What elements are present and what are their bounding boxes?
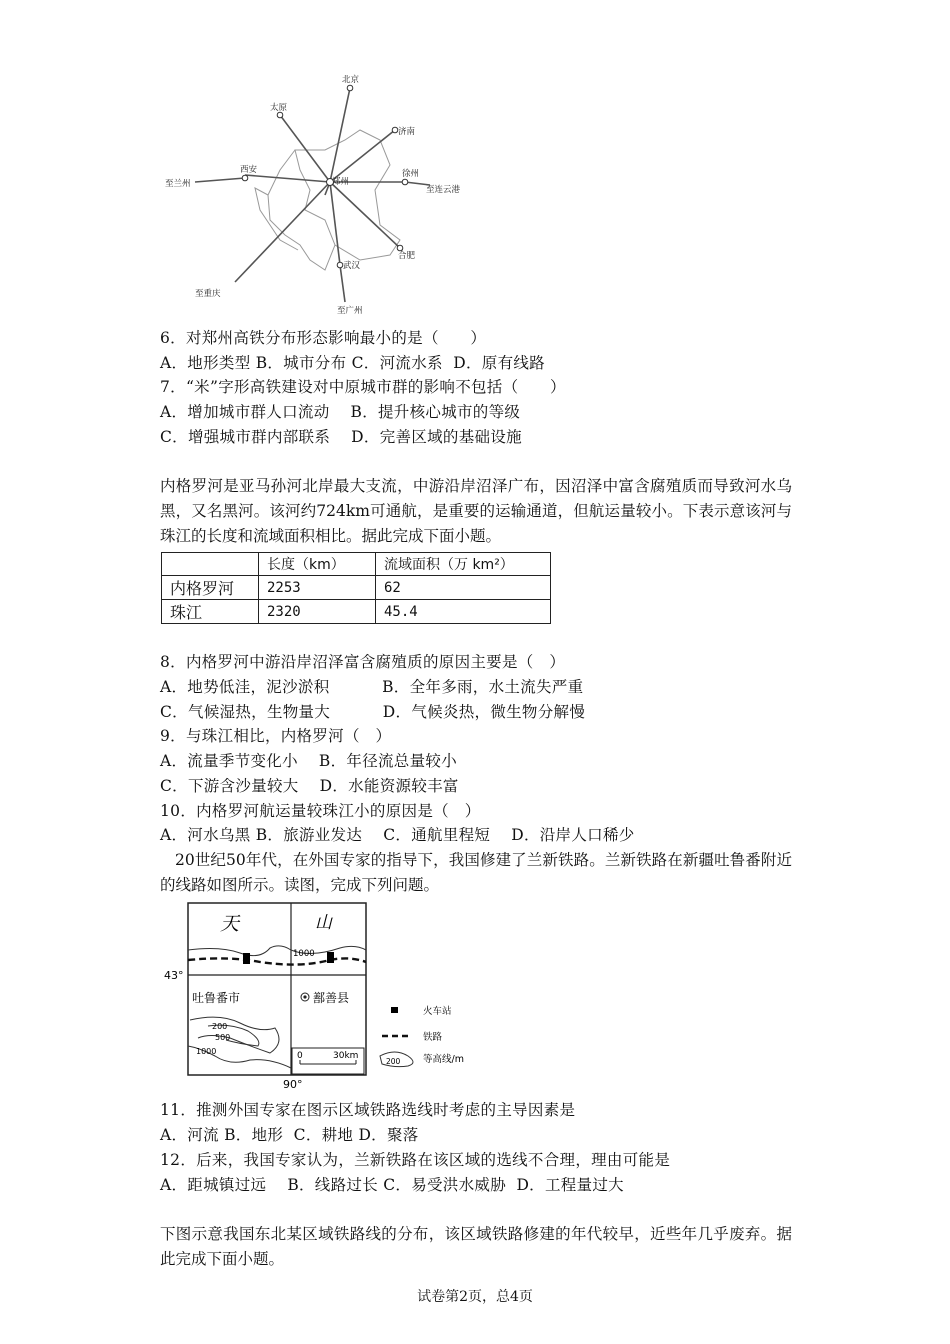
passage-lanxin-railway: 20世纪50年代，在外国专家的指导下，我国修建了兰新铁路。兰新铁路在新疆吐鲁番附近的线路如图所示。读图，完成下列问题。 <box>160 851 792 894</box>
table-cell: 珠江 <box>162 600 259 624</box>
table-row <box>162 600 551 624</box>
city-label: 至广州 <box>337 306 363 316</box>
contour-label: 200 <box>212 1022 228 1031</box>
question-6-options: A．地形类型 B．城市分布 C．河流水系 D．原有线路 <box>160 354 545 372</box>
question-7-options-2: C．增强城市群内部联系 D．完善区域的基础设施 <box>160 428 522 446</box>
city-label: 至重庆 <box>195 289 221 299</box>
table-cell: 45.4 <box>376 600 551 624</box>
legend-contour-value: 200 <box>386 1057 401 1066</box>
question-8-options-1: A．地势低洼，泥沙淤积 B．全年多雨，水土流失严重 <box>160 678 584 696</box>
table-cell: 2320 <box>259 600 376 624</box>
table-header-cell: 长度（km） <box>259 553 376 576</box>
table-cell: 62 <box>376 576 551 600</box>
question-11: 11．推测外国专家在图示区域铁路选线时考虑的主导因素是 <box>160 1101 576 1119</box>
scale-label: 30km <box>333 1051 359 1061</box>
city-label: 西安 <box>240 165 258 175</box>
question-9: 9．与珠江相比，内格罗河（ ） <box>160 727 392 745</box>
question-7-options-1: A．增加城市群人口流动 B．提升核心城市的等级 <box>160 403 521 421</box>
zhengzhou-rail-map <box>150 70 480 320</box>
city-label: 武汉 <box>343 261 361 271</box>
table-cell: 2253 <box>259 576 376 600</box>
passage-northeast-railway: 下图示意我国东北某区域铁路线的分布，该区域铁路修建的年代较早，近些年几乎废弃。据此完成下面小题。 <box>160 1225 792 1268</box>
latitude-label: 43° <box>164 969 184 982</box>
longitude-label: 90° <box>283 1078 303 1090</box>
city-label: 郑州 <box>332 177 350 187</box>
city-label-turpan: 吐鲁番市 <box>192 991 241 1005</box>
table-cell <box>162 553 259 576</box>
city-label: 济南 <box>398 127 416 137</box>
table-header-row <box>162 553 551 576</box>
legend-railway: 铁路 <box>423 1032 443 1043</box>
city-label: 太原 <box>270 103 288 113</box>
contour-label: 1000 <box>196 1047 217 1056</box>
question-12-options: A．距城镇过远 B．线路过长 C．易受洪水威胁 D．工程量过大 <box>160 1176 624 1194</box>
question-10: 10．内格罗河航运量较珠江小的原因是（ ） <box>160 802 481 820</box>
question-10-options: A．河水乌黑 B．旅游业发达 C．通航里程短 D．沿岸人口稀少 <box>160 826 635 844</box>
passage-negro-river: 内格罗河是亚马孙河北岸最大支流，中游沿岸沼泽广布，因沼泽中富含腐殖质而导致河水乌黑，又名黑河。该河约724km可通航，是重要的运输通道，但航运量较小。下表示意该河与珠江的长度和流域面积相比。据此完成下面小题。 <box>160 477 792 545</box>
map-label-shan: 山 <box>315 913 332 933</box>
river-comparison-table <box>161 552 551 624</box>
question-8: 8．内格罗河中游沿岸沼泽富含腐殖质的原因主要是（ ） <box>160 653 566 671</box>
page-footer: 试卷第2页，总4页 <box>417 1289 533 1305</box>
question-6: 6．对郑州高铁分布形态影响最小的是（ ） <box>160 329 487 347</box>
city-label: 至兰州 <box>165 179 191 189</box>
legend-station: 火车站 <box>423 1006 452 1017</box>
city-label: 合肥 <box>398 251 416 261</box>
question-9-options-1: A．流量季节变化小 B．年径流总量较小 <box>160 752 458 770</box>
table-row <box>162 576 551 600</box>
question-12: 12．后来，我国专家认为，兰新铁路在该区域的选线不合理，理由可能是 <box>160 1151 671 1169</box>
city-label-shanshan: 鄯善县 <box>313 991 350 1005</box>
scale-zero: 0 <box>297 1051 303 1061</box>
question-11-options: A．河流 B．地形 C．耕地 D．聚落 <box>160 1126 419 1144</box>
question-9-options-2: C．下游含沙量较大 D．水能资源较丰富 <box>160 777 459 795</box>
contour-label: 500 <box>215 1033 231 1042</box>
question-7: 7．“米”字形高铁建设对中原城市群的影响不包括（ ） <box>160 378 566 396</box>
question-8-options-2: C．气候湿热，生物量大 D．气候炎热，微生物分解慢 <box>160 703 586 721</box>
city-label: 徐州 <box>402 169 420 179</box>
legend-contour: 等高线/m <box>423 1054 464 1065</box>
table-cell: 内格罗河 <box>162 576 259 600</box>
lanxin-railway-map <box>160 898 480 1090</box>
contour-label: 1000 <box>293 949 315 959</box>
city-label: 至连云港 <box>426 185 461 195</box>
table-header-cell: 流域面积（万 km²） <box>376 553 551 576</box>
map-label-tian: 天 <box>220 913 240 935</box>
city-label: 北京 <box>342 75 360 85</box>
